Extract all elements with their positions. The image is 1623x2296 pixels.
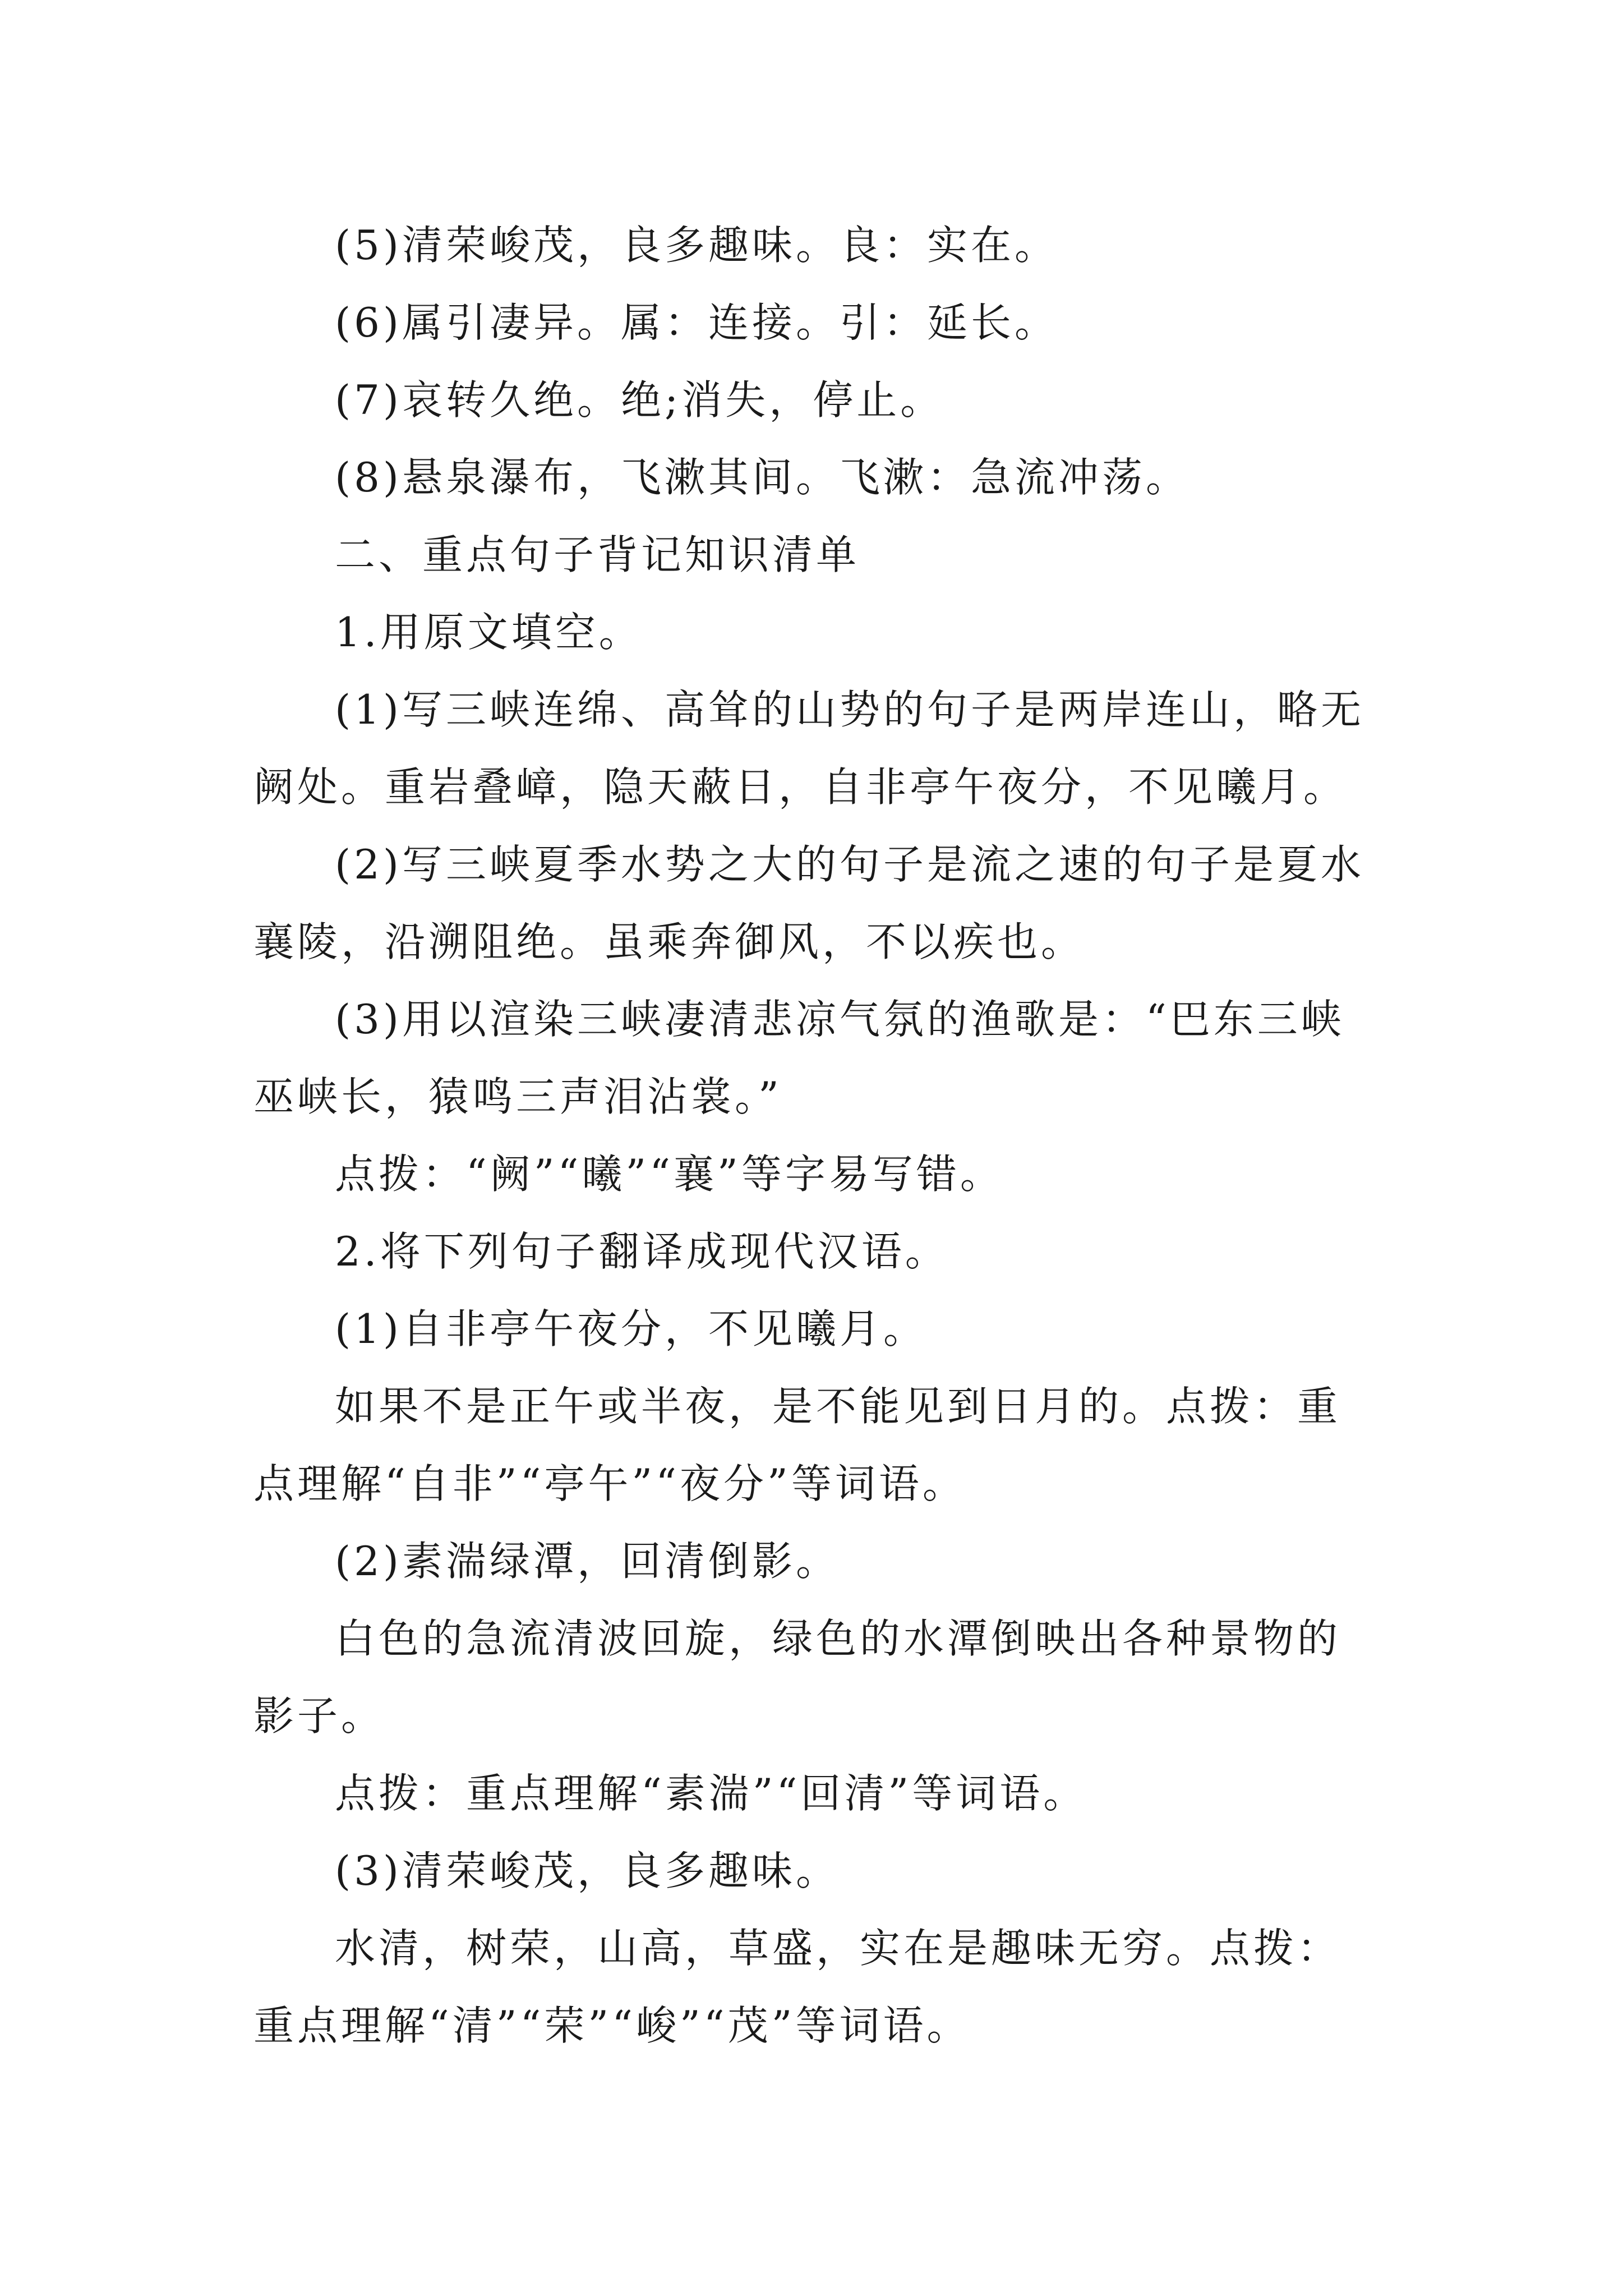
- question-2-1: (1)自非亭午夜分，不见曦月。: [335, 1305, 927, 1352]
- paragraph-6: (6)属引凄异。属：连接。引：延长。: [335, 299, 1058, 346]
- hint-1: 点拨：“阙”“曦”“襄”等字易写错。: [335, 1151, 1004, 1198]
- question-1-title: 1.用原文填空。: [335, 609, 643, 656]
- hint-2-2: 点拨：重点理解“素湍”“回清”等词语。: [335, 1770, 1087, 1817]
- answer-2-2: 白色的急流清波回旋，绿色的水潭倒映出各种景物的影子。: [253, 1615, 1341, 1740]
- paragraph-7: (7)哀转久绝。绝;消失，停止。: [335, 376, 944, 424]
- question-1-1: (1)写三峡连绵、高耸的山势的句子是两岸连山，略无阙处。重岩叠嶂，隐天蔽日，自非亭午夜分，不见曦月。: [253, 686, 1364, 811]
- paragraph-5: (5)清荣峻茂，良多趣味。良：实在。: [335, 222, 1058, 269]
- question-1-2: (2)写三峡夏季水势之大的句子是流之速的句子是夏水襄陵，沿溯阻绝。虽乘奔御风，不以疾也。: [253, 841, 1364, 965]
- section-heading-2: 二、重点句子背记知识清单: [335, 531, 860, 578]
- answer-2-3: 水清，树荣，山高，草盛，实在是趣味无穷。点拨：重点理解“清”“荣”“峻”“茂”等词语。: [253, 1925, 1341, 2049]
- answer-2-1: 如果不是正午或半夜，是不能见到日月的。点拨：重点理解“自非”“亭午”“夜分”等词语。: [253, 1383, 1341, 1507]
- question-2-3: (3)清荣峻茂，良多趣味。: [335, 1847, 840, 1894]
- question-2-title: 2.将下列句子翻译成现代汉语。: [335, 1228, 949, 1275]
- paragraph-8: (8)悬泉瀑布，飞漱其间。飞漱：急流冲荡。: [335, 454, 1189, 501]
- document-body: [253, 206, 1384, 2064]
- question-2-2: (2)素湍绿潭，回清倒影。: [335, 1538, 840, 1585]
- question-1-3: (3)用以渲染三峡凄清悲凉气氛的渔歌是：“巴东三峡巫峡长，猿鸣三声泪沾裳。”: [253, 996, 1345, 1120]
